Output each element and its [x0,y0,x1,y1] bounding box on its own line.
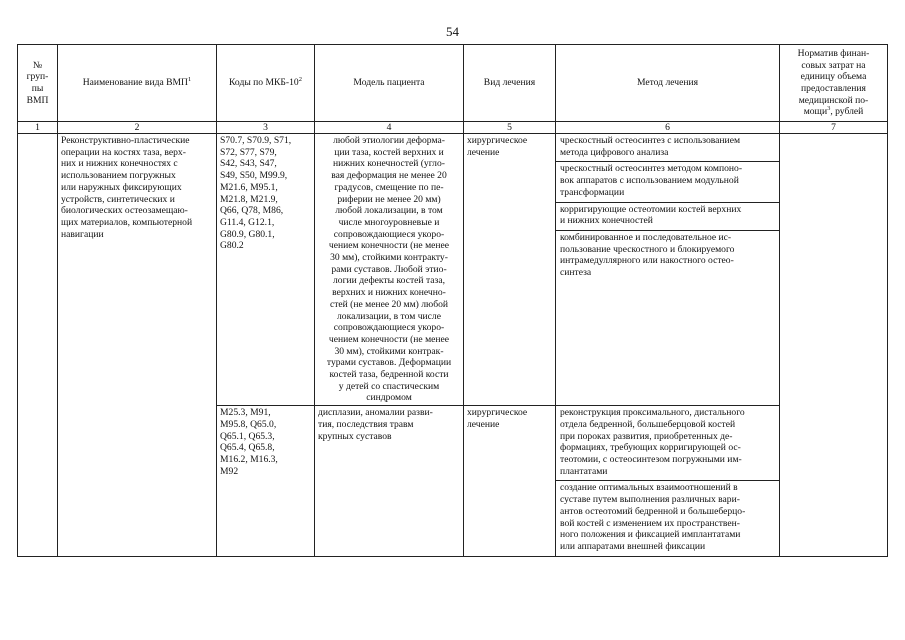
treatment-method-item: комбинированное и последовательное ис- пользование чрескостного и блокируемого интрамедуллярного или накостного остео- синтеза [560,231,735,279]
table-row [18,134,888,406]
column-number: 7 [780,122,888,134]
header-row [18,45,888,122]
footnote-marker: 2 [298,75,302,83]
treatment-method-item: чрескостный остеосинтез методом компоно- вок аппаратов с использованием модульной трансформации [556,162,779,202]
column-number: 2 [58,122,217,134]
header-treatment-type: Вид лечения [464,45,556,122]
column-number: 5 [464,122,556,134]
icd-codes-cell: M25.3, M91, M95.8, Q65.0, Q65.1, Q65.3, Q65.4, Q65.8, M16.2, M16.3, M92 [217,406,315,556]
treatment-type-cell: хирургическое лечение [464,406,556,556]
footnote-marker: 3 [827,105,831,113]
footnote-marker: 1 [187,75,192,83]
cost-norm-cell [780,134,888,557]
page-number: 54 [446,24,459,39]
vmp-name-cell: Реконструктивно-пластические операции на костях таза, верх- них и нижних конечностях с использованием погружных или наружных фиксирующих устройств, синтетических и биологических остеозамещаю- щих материалов, компьютерной навигации [58,134,217,557]
column-number: 3 [217,122,315,134]
treatment-type-cell: хирургическое лечение [464,134,556,406]
header-group-number: № груп- пы ВМП [18,45,58,122]
treatment-method-item: чрескостный остеосинтез с использованием метода цифрового анализа [556,134,779,162]
column-number: 4 [315,122,464,134]
header-treatment-method: Метод лечения [556,45,780,122]
treatment-method-item: корригирующие остеотомии костей верхних и нижних конечностей [556,203,779,231]
treatment-method-item: создание оптимальных взаимоотношений в суставе путем выполнения различных вари- антов остеотомий бедренной и большеберцо- вой костей с изменением их пространствен- ного положения и фиксацией имплантатами или аппаратами внешней фиксации [560,482,746,552]
header-icd-codes: Коды по МКБ-$10^2$ [217,45,315,122]
icd-codes-cell: S70.7, S70.9, S71, S72, S77, S79, S42, S43, S47, S49, S50, M99.9, M21.6, M95.1, M21.8, M21.9, Q66, Q78, M86, G11.4, G12.1, G80.9, G80.1, G80.2 [217,134,315,406]
group-number-cell [18,134,58,557]
vmp-table [17,44,888,557]
column-number: 1 [18,122,58,134]
header-cost-norm: Норматив финан- совых затрат на единицу объема предоставления медицинской по- мощи$^3$, рублей [780,45,888,122]
column-number: 6 [556,122,780,134]
column-number-row [18,122,888,134]
header-patient-model: Модель пациента [315,45,464,122]
header-vmp-name: Наименование вида ВМП$^1$ [58,45,217,122]
treatment-method-item: реконструкция проксимального, дистального отдела бедренной, большеберцовой костей при пороках развития, приобретенных де- формациях, требующих корригирующей ос- теотомии, с остеосинтезом погружными им- плантатами [556,406,779,481]
patient-model-cell: любой этиологии деформа- ции таза, костей верхних и нижних конечностей (угло- вая деформация не менее 20 градусов, смещение по пе- риферии не менее 20 мм) любой локализации, в том числе многоуровневые и сопровождающиеся укоро- чением конечности (не менее 30 мм), стойкими контракту- рами суставов. Любой этио- логии дефекты костей таза, верхних и нижних конечно- стей (не менее 20 мм) любой локализации, в том числе сопровождающиеся укоро- чением конечности (не менее 30 мм), стойкими контрак- турами суставов. Деформации костей таза, бедренной кости у детей со спастическим синдромом [315,134,464,406]
patient-model-cell: дисплазии, аномалии разви- тия, последствия травм крупных суставов [315,406,464,556]
treatment-method-cell [556,406,780,556]
treatment-method-cell [556,134,780,406]
